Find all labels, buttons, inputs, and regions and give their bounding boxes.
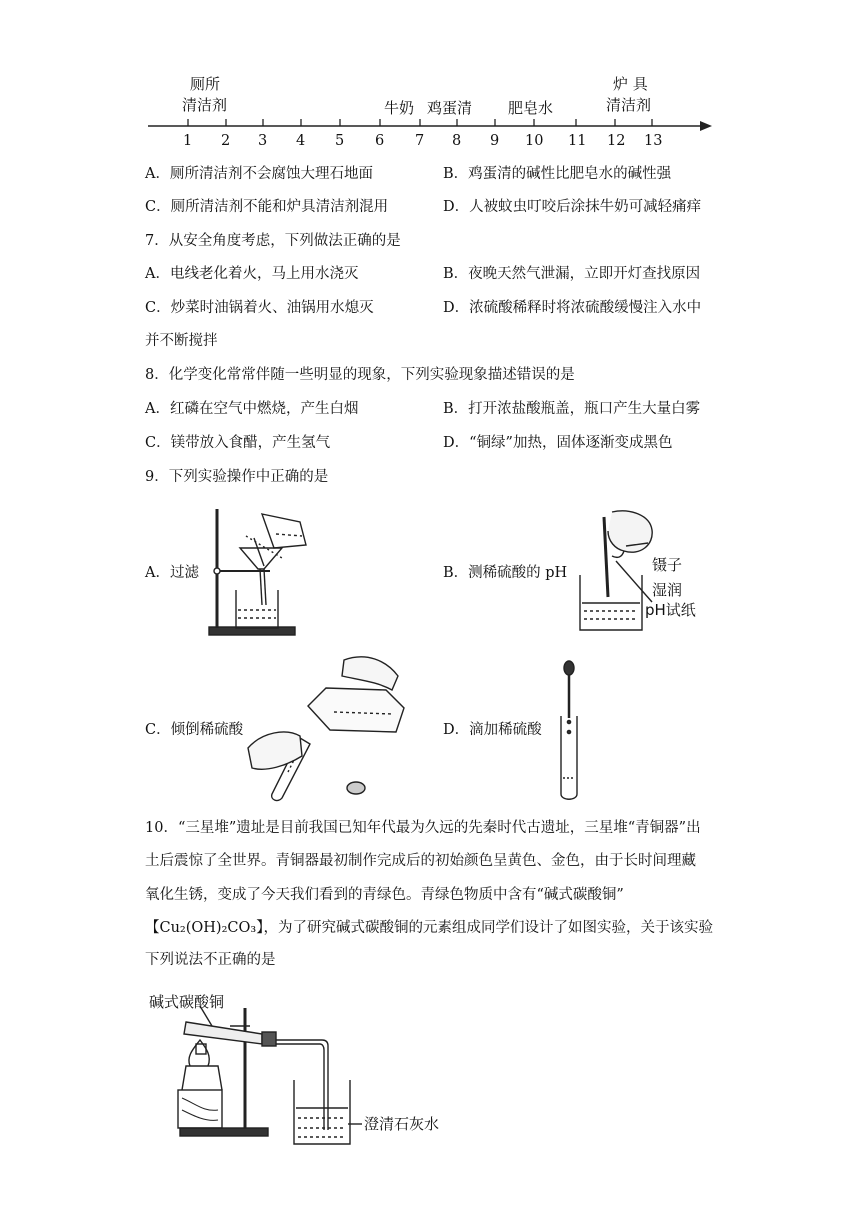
q7-option-d-continued: 并不断搅拌 (145, 333, 218, 349)
q7-option-a: A．电线老化着火，马上用水浇灭 (145, 266, 359, 282)
label-basic-copper-carbonate: 碱式碳酸铜 (149, 993, 225, 1011)
label-tweezers: 镊子 (652, 556, 683, 574)
label-stove-cleaner-2: 清洁剂 (606, 96, 652, 114)
q7-option-d: D．浓硫酸稀释时将浓硫酸缓慢注入水中 (443, 300, 702, 316)
ph-tick-1: 1 (183, 133, 193, 149)
ph-tick-6: 6 (375, 133, 385, 149)
q7-stem: 7．从安全角度考虑，下列做法正确的是 (145, 233, 401, 249)
ph-scale-axis (0, 0, 860, 160)
q8-option-d: D．“铜绿”加热，固体逐渐变成黑色 (443, 435, 673, 451)
label-toilet-cleaner-2: 清洁剂 (182, 96, 228, 114)
ph-tick-2: 2 (221, 133, 231, 149)
q8-option-c: C．镁带放入食醋，产生氢气 (145, 435, 331, 451)
ph-tick-5: 5 (335, 133, 345, 149)
label-milk: 牛奶 (384, 99, 415, 117)
q10-line-1: 10．“三星堆”遗址是目前我国已知年代最为久远的先秦时代古遗址，三星堆“青铜器”出 (145, 820, 701, 836)
ph-tick-3: 3 (258, 133, 268, 149)
q8-option-a: A．红磷在空气中燃烧，产生白烟 (145, 401, 359, 417)
q10-line-5: 下列说法不正确的是 (145, 952, 276, 968)
label-egg-white: 鸡蛋清 (427, 99, 473, 117)
label-stove-cleaner-1: 炉 具 (613, 75, 648, 93)
ph-tick-9: 9 (490, 133, 500, 149)
ph-tick-12: 12 (607, 133, 626, 149)
q7-option-c: C．炒菜时油锅着火、油锅用水熄灭 (145, 300, 374, 316)
ph-tick-8: 8 (452, 133, 462, 149)
label-toilet-cleaner-1: 厕所 (190, 75, 221, 93)
q9-option-d: D．滴加稀硫酸 (443, 722, 542, 738)
q8-stem: 8．化学变化常常伴随一些明显的现象，下列实验现象描述错误的是 (145, 367, 575, 383)
label-ph-paper: pH试纸 (645, 601, 696, 619)
q9-option-b: B．测稀硫酸的 pH (443, 565, 568, 581)
ph-tick-10: 10 (525, 133, 544, 149)
q6-option-b: B．鸡蛋清的碱性比肥皂水的碱性强 (443, 166, 672, 182)
q6-option-c: C．厕所清洁剂不能和炉具清洁剂混用 (145, 199, 389, 215)
q7-option-b: B．夜晚天然气泄漏，立即开灯查找原因 (443, 266, 701, 282)
q10-line-4: 【Cu₂(OH)₂CO₃】，为了研究碱式碳酸铜的元素组成同学们设计了如图实验，关于该实验 (145, 920, 713, 936)
q10-line-3: 氧化生锈，变成了今天我们看到的青绿色。青绿色物质中含有“碱式碳酸铜” (145, 887, 624, 903)
q6-option-a: A．厕所清洁剂不会腐蚀大理石地面 (145, 166, 373, 182)
ph-tick-7: 7 (415, 133, 425, 149)
label-wet: 湿润 (652, 581, 683, 599)
ph-tick-11: 11 (568, 133, 587, 149)
q8-option-b: B．打开浓盐酸瓶盖，瓶口产生大量白雾 (443, 401, 701, 417)
q10-line-2: 土后震惊了全世界。青铜器最初制作完成后的初始颜色呈黄色、金色，由于长时间理藏 (145, 853, 696, 869)
ph-tick-13: 13 (644, 133, 663, 149)
label-soap-water: 肥皂水 (508, 99, 554, 117)
q9-option-c: C．倾倒稀硫酸 (145, 722, 244, 738)
ph-tick-4: 4 (296, 133, 306, 149)
q6-option-d: D．人被蚊虫叮咬后涂抹牛奶可减轻痛痒 (443, 199, 702, 215)
label-limewater: 澄清石灰水 (364, 1115, 440, 1133)
q9-option-a: A．过滤 (145, 565, 199, 581)
q9-stem: 9．下列实验操作中正确的是 (145, 469, 329, 485)
